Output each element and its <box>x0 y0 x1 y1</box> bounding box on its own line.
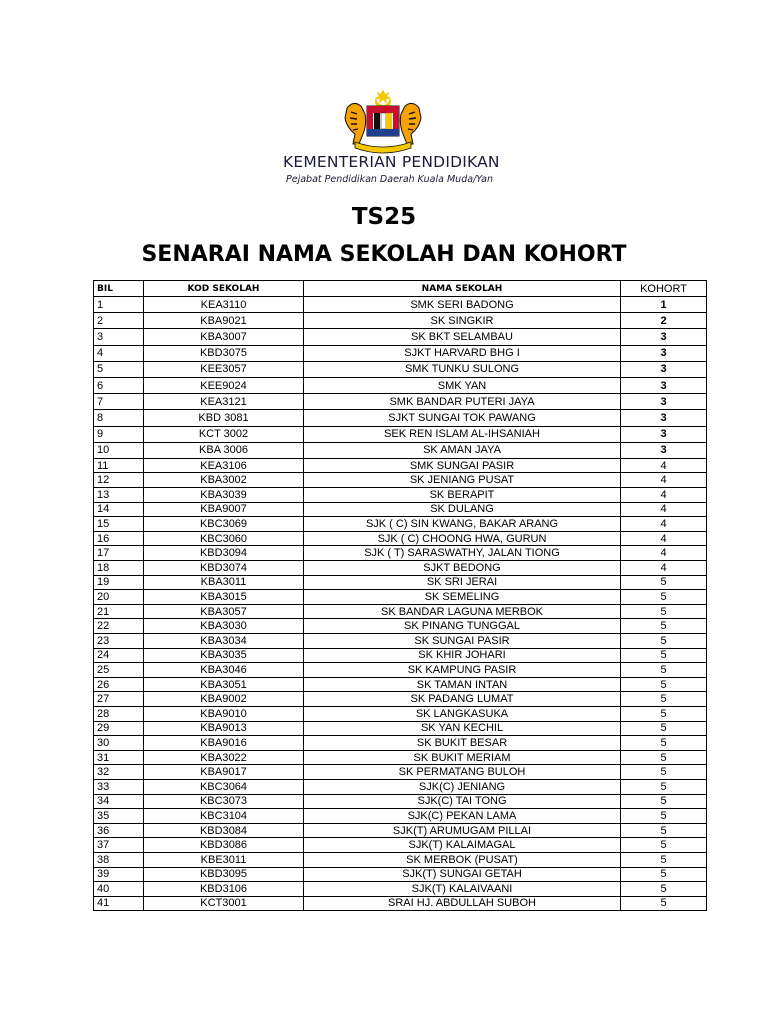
cell-bil: 15 <box>94 517 144 532</box>
cell-nama-sekolah: SJK(T) KALAIVAANI <box>304 882 621 897</box>
cell-kod-sekolah: KBA9013 <box>144 721 304 736</box>
cell-kod-sekolah: KBD3075 <box>144 345 304 361</box>
cell-kohort: 3 <box>621 345 707 361</box>
cell-kohort: 4 <box>621 531 707 546</box>
cell-nama-sekolah: SK MERBOK (PUSAT) <box>304 852 621 867</box>
cell-kod-sekolah: KBA3051 <box>144 677 304 692</box>
cell-bil: 11 <box>94 458 144 473</box>
table-row <box>94 867 707 882</box>
cell-kohort: 5 <box>621 779 707 794</box>
document-code: TS25 <box>351 204 417 230</box>
cell-bil: 41 <box>94 896 144 911</box>
district-office-name: Pejabat Pendidikan Daerah Kuala Muda/Yan <box>286 174 494 185</box>
cell-kohort: 5 <box>621 648 707 663</box>
cell-kod-sekolah: KBA9007 <box>144 502 304 517</box>
cell-bil: 33 <box>94 779 144 794</box>
table-row <box>94 750 707 765</box>
cell-kohort: 5 <box>621 809 707 824</box>
cell-nama-sekolah: SJK(C) TAI TONG <box>304 794 621 809</box>
cell-nama-sekolah: SEK REN ISLAM AL-IHSANIAH <box>304 426 621 442</box>
cell-bil: 7 <box>94 394 144 410</box>
cell-nama-sekolah: SK SINGKIR <box>304 313 621 329</box>
table-row <box>94 345 707 361</box>
cell-nama-sekolah: SJK(T) ARUMUGAM PILLAI <box>304 823 621 838</box>
cell-nama-sekolah: SK BUKIT BESAR <box>304 736 621 751</box>
cell-kod-sekolah: KBD3095 <box>144 867 304 882</box>
cell-bil: 30 <box>94 736 144 751</box>
cell-kohort: 4 <box>621 473 707 488</box>
cell-kod-sekolah: KBC3060 <box>144 531 304 546</box>
cell-nama-sekolah: SJK ( C) CHOONG HWA, GURUN <box>304 531 621 546</box>
table-row <box>94 426 707 442</box>
cell-nama-sekolah: SK TAMAN INTAN <box>304 677 621 692</box>
cell-kod-sekolah: KBA9021 <box>144 313 304 329</box>
cell-kohort: 5 <box>621 736 707 751</box>
cell-kod-sekolah: KBA9016 <box>144 736 304 751</box>
table-row <box>94 663 707 678</box>
table-row <box>94 394 707 410</box>
cell-kod-sekolah: KBA3039 <box>144 488 304 503</box>
cell-kod-sekolah: KBA3034 <box>144 634 304 649</box>
column-header-kohort: KOHORT <box>621 281 707 297</box>
cell-kod-sekolah: KEE9024 <box>144 377 304 393</box>
cell-bil: 6 <box>94 377 144 393</box>
cell-nama-sekolah: SJK ( C) SIN KWANG, BAKAR ARANG <box>304 517 621 532</box>
cell-kod-sekolah: KBA3022 <box>144 750 304 765</box>
cell-kod-sekolah: KBA3011 <box>144 575 304 590</box>
cell-kohort: 4 <box>621 517 707 532</box>
cell-kod-sekolah: KBA3057 <box>144 604 304 619</box>
cell-nama-sekolah: SK KHIR JOHARI <box>304 648 621 663</box>
cell-bil: 39 <box>94 867 144 882</box>
cell-kohort: 4 <box>621 546 707 561</box>
ministry-name: KEMENTERIAN PENDIDIKAN <box>283 153 500 171</box>
table-row <box>94 677 707 692</box>
cell-kohort: 3 <box>621 426 707 442</box>
cell-kohort: 5 <box>621 852 707 867</box>
table-row <box>94 736 707 751</box>
cell-kod-sekolah: KBA9010 <box>144 706 304 721</box>
cell-kohort: 4 <box>621 488 707 503</box>
cell-kod-sekolah: KBA3035 <box>144 648 304 663</box>
cell-bil: 25 <box>94 663 144 678</box>
table-row <box>94 852 707 867</box>
table-row <box>94 882 707 897</box>
cell-kohort: 5 <box>621 590 707 605</box>
cell-nama-sekolah: SRAI HJ. ABDULLAH SUBOH <box>304 896 621 911</box>
cell-nama-sekolah: SJK(C) PEKAN LAMA <box>304 809 621 824</box>
table-row <box>94 648 707 663</box>
cell-kohort: 3 <box>621 329 707 345</box>
cell-bil: 10 <box>94 442 144 458</box>
cell-kohort: 2 <box>621 313 707 329</box>
cell-kohort: 4 <box>621 561 707 576</box>
table-row <box>94 634 707 649</box>
cell-kod-sekolah: KBE3011 <box>144 852 304 867</box>
cell-nama-sekolah: SK SUNGAI PASIR <box>304 634 621 649</box>
cell-bil: 36 <box>94 823 144 838</box>
cell-nama-sekolah: SK YAN KECHIL <box>304 721 621 736</box>
cell-bil: 1 <box>94 297 144 313</box>
table-row <box>94 779 707 794</box>
cell-kohort: 5 <box>621 604 707 619</box>
cell-kohort: 5 <box>621 721 707 736</box>
table-header-row <box>94 281 707 297</box>
cell-bil: 2 <box>94 313 144 329</box>
cell-bil: 4 <box>94 345 144 361</box>
cell-kohort: 5 <box>621 663 707 678</box>
cell-kohort: 5 <box>621 794 707 809</box>
cell-kohort: 3 <box>621 394 707 410</box>
cell-kod-sekolah: KCT3001 <box>144 896 304 911</box>
cell-bil: 18 <box>94 561 144 576</box>
table-row <box>94 502 707 517</box>
table-row <box>94 604 707 619</box>
cell-kohort: 5 <box>621 750 707 765</box>
cell-nama-sekolah: SK SEMELING <box>304 590 621 605</box>
cell-kod-sekolah: KBA3002 <box>144 473 304 488</box>
cell-bil: 9 <box>94 426 144 442</box>
table-row <box>94 619 707 634</box>
cell-bil: 3 <box>94 329 144 345</box>
cell-kod-sekolah: KBC3104 <box>144 809 304 824</box>
cell-kod-sekolah: KBA9002 <box>144 692 304 707</box>
cell-bil: 24 <box>94 648 144 663</box>
cell-kohort: 5 <box>621 575 707 590</box>
cell-bil: 22 <box>94 619 144 634</box>
cell-kod-sekolah: KBD3094 <box>144 546 304 561</box>
cell-nama-sekolah: SK KAMPUNG PASIR <box>304 663 621 678</box>
cell-kod-sekolah: KBD3106 <box>144 882 304 897</box>
cell-kod-sekolah: KBA3030 <box>144 619 304 634</box>
cell-nama-sekolah: SJKT SUNGAI TOK PAWANG <box>304 410 621 426</box>
cell-nama-sekolah: SMK YAN <box>304 377 621 393</box>
cell-nama-sekolah: SJK ( T) SARASWATHY, JALAN TIONG <box>304 546 621 561</box>
cell-kod-sekolah: KEA3106 <box>144 458 304 473</box>
cell-kod-sekolah: KBD3084 <box>144 823 304 838</box>
table-row <box>94 765 707 780</box>
cell-kohort: 5 <box>621 677 707 692</box>
column-header-nama-sekolah: NAMA SEKOLAH <box>304 281 621 297</box>
cell-kohort: 1 <box>621 297 707 313</box>
table-row <box>94 313 707 329</box>
cell-bil: 17 <box>94 546 144 561</box>
cell-bil: 8 <box>94 410 144 426</box>
cell-kod-sekolah: KBC3069 <box>144 517 304 532</box>
cell-nama-sekolah: SK BKT SELAMBAU <box>304 329 621 345</box>
cell-kod-sekolah: KBC3073 <box>144 794 304 809</box>
page-title: SENARAI NAMA SEKOLAH DAN KOHORT <box>141 242 627 267</box>
malaysia-coat-of-arms-icon <box>333 88 433 154</box>
cell-bil: 5 <box>94 361 144 377</box>
table-row <box>94 896 707 911</box>
cell-nama-sekolah: SMK SUNGAI PASIR <box>304 458 621 473</box>
table-body <box>94 297 707 911</box>
cell-kohort: 5 <box>621 896 707 911</box>
cell-kohort: 5 <box>621 692 707 707</box>
cell-kod-sekolah: KBA3046 <box>144 663 304 678</box>
table-row <box>94 794 707 809</box>
table-row <box>94 377 707 393</box>
cell-bil: 19 <box>94 575 144 590</box>
cell-kohort: 5 <box>621 882 707 897</box>
cell-nama-sekolah: SJK(T) SUNGAI GETAH <box>304 867 621 882</box>
table-row <box>94 575 707 590</box>
cell-bil: 40 <box>94 882 144 897</box>
cell-bil: 28 <box>94 706 144 721</box>
column-header-kod-sekolah: KOD SEKOLAH <box>144 281 304 297</box>
table-row <box>94 809 707 824</box>
cell-kohort: 4 <box>621 458 707 473</box>
cell-bil: 35 <box>94 809 144 824</box>
cell-nama-sekolah: SMK BANDAR PUTERI JAYA <box>304 394 621 410</box>
cell-bil: 34 <box>94 794 144 809</box>
cell-bil: 32 <box>94 765 144 780</box>
cell-nama-sekolah: SK PINANG TUNGGAL <box>304 619 621 634</box>
cell-bil: 16 <box>94 531 144 546</box>
cell-kohort: 3 <box>621 361 707 377</box>
table-row <box>94 488 707 503</box>
cell-nama-sekolah: SMK TUNKU SULONG <box>304 361 621 377</box>
table-row <box>94 410 707 426</box>
cell-nama-sekolah: SK PERMATANG BULOH <box>304 765 621 780</box>
cell-kohort: 3 <box>621 410 707 426</box>
table-row <box>94 546 707 561</box>
cell-nama-sekolah: SK LANGKASUKA <box>304 706 621 721</box>
cell-bil: 37 <box>94 838 144 853</box>
cell-nama-sekolah: SJK(C) JENIANG <box>304 779 621 794</box>
cell-nama-sekolah: SK BUKIT MERIAM <box>304 750 621 765</box>
cell-kod-sekolah: KBD 3081 <box>144 410 304 426</box>
cell-kohort: 5 <box>621 765 707 780</box>
cell-kod-sekolah: KEA3110 <box>144 297 304 313</box>
cell-kod-sekolah: KBA 3006 <box>144 442 304 458</box>
table-row <box>94 297 707 313</box>
cell-nama-sekolah: SJKT BEDONG <box>304 561 621 576</box>
cell-kohort: 5 <box>621 838 707 853</box>
table-row <box>94 473 707 488</box>
cell-bil: 20 <box>94 590 144 605</box>
cell-nama-sekolah: SMK SERI BADONG <box>304 297 621 313</box>
table-row <box>94 838 707 853</box>
cell-bil: 38 <box>94 852 144 867</box>
cell-nama-sekolah: SJK(T) KALAIMAGAL <box>304 838 621 853</box>
cell-nama-sekolah: SK PADANG LUMAT <box>304 692 621 707</box>
table-row <box>94 692 707 707</box>
cell-kohort: 4 <box>621 502 707 517</box>
cell-kohort: 5 <box>621 823 707 838</box>
cell-nama-sekolah: SJKT HARVARD BHG I <box>304 345 621 361</box>
cell-kohort: 3 <box>621 377 707 393</box>
table-row <box>94 458 707 473</box>
cell-kohort: 5 <box>621 867 707 882</box>
cell-bil: 26 <box>94 677 144 692</box>
table-row <box>94 442 707 458</box>
cell-bil: 23 <box>94 634 144 649</box>
cell-bil: 31 <box>94 750 144 765</box>
table-row <box>94 329 707 345</box>
cell-kod-sekolah: KBA3015 <box>144 590 304 605</box>
table-row <box>94 517 707 532</box>
cell-kod-sekolah: KBC3064 <box>144 779 304 794</box>
table-row <box>94 561 707 576</box>
cell-bil: 27 <box>94 692 144 707</box>
table-row <box>94 531 707 546</box>
cell-kohort: 5 <box>621 634 707 649</box>
cell-kod-sekolah: KBD3074 <box>144 561 304 576</box>
cell-kod-sekolah: KBD3086 <box>144 838 304 853</box>
cell-nama-sekolah: SK JENIANG PUSAT <box>304 473 621 488</box>
cell-nama-sekolah: SK BANDAR LAGUNA MERBOK <box>304 604 621 619</box>
cell-kohort: 3 <box>621 442 707 458</box>
cell-bil: 12 <box>94 473 144 488</box>
cell-bil: 13 <box>94 488 144 503</box>
cell-bil: 14 <box>94 502 144 517</box>
cell-nama-sekolah: SK BERAPIT <box>304 488 621 503</box>
cell-kod-sekolah: KBA9017 <box>144 765 304 780</box>
cell-kohort: 5 <box>621 706 707 721</box>
school-cohort-table <box>93 280 707 911</box>
cell-kod-sekolah: KBA3007 <box>144 329 304 345</box>
cell-nama-sekolah: SK AMAN JAYA <box>304 442 621 458</box>
table-row <box>94 823 707 838</box>
table-row <box>94 590 707 605</box>
cell-bil: 29 <box>94 721 144 736</box>
cell-kod-sekolah: KCT 3002 <box>144 426 304 442</box>
cell-bil: 21 <box>94 604 144 619</box>
cell-nama-sekolah: SK DULANG <box>304 502 621 517</box>
table-row <box>94 721 707 736</box>
table-row <box>94 361 707 377</box>
table-row <box>94 706 707 721</box>
cell-kod-sekolah: KEA3121 <box>144 394 304 410</box>
column-header-bil: BIL <box>94 281 144 297</box>
cell-kod-sekolah: KEE3057 <box>144 361 304 377</box>
cell-kohort: 5 <box>621 619 707 634</box>
cell-nama-sekolah: SK SRI JERAI <box>304 575 621 590</box>
